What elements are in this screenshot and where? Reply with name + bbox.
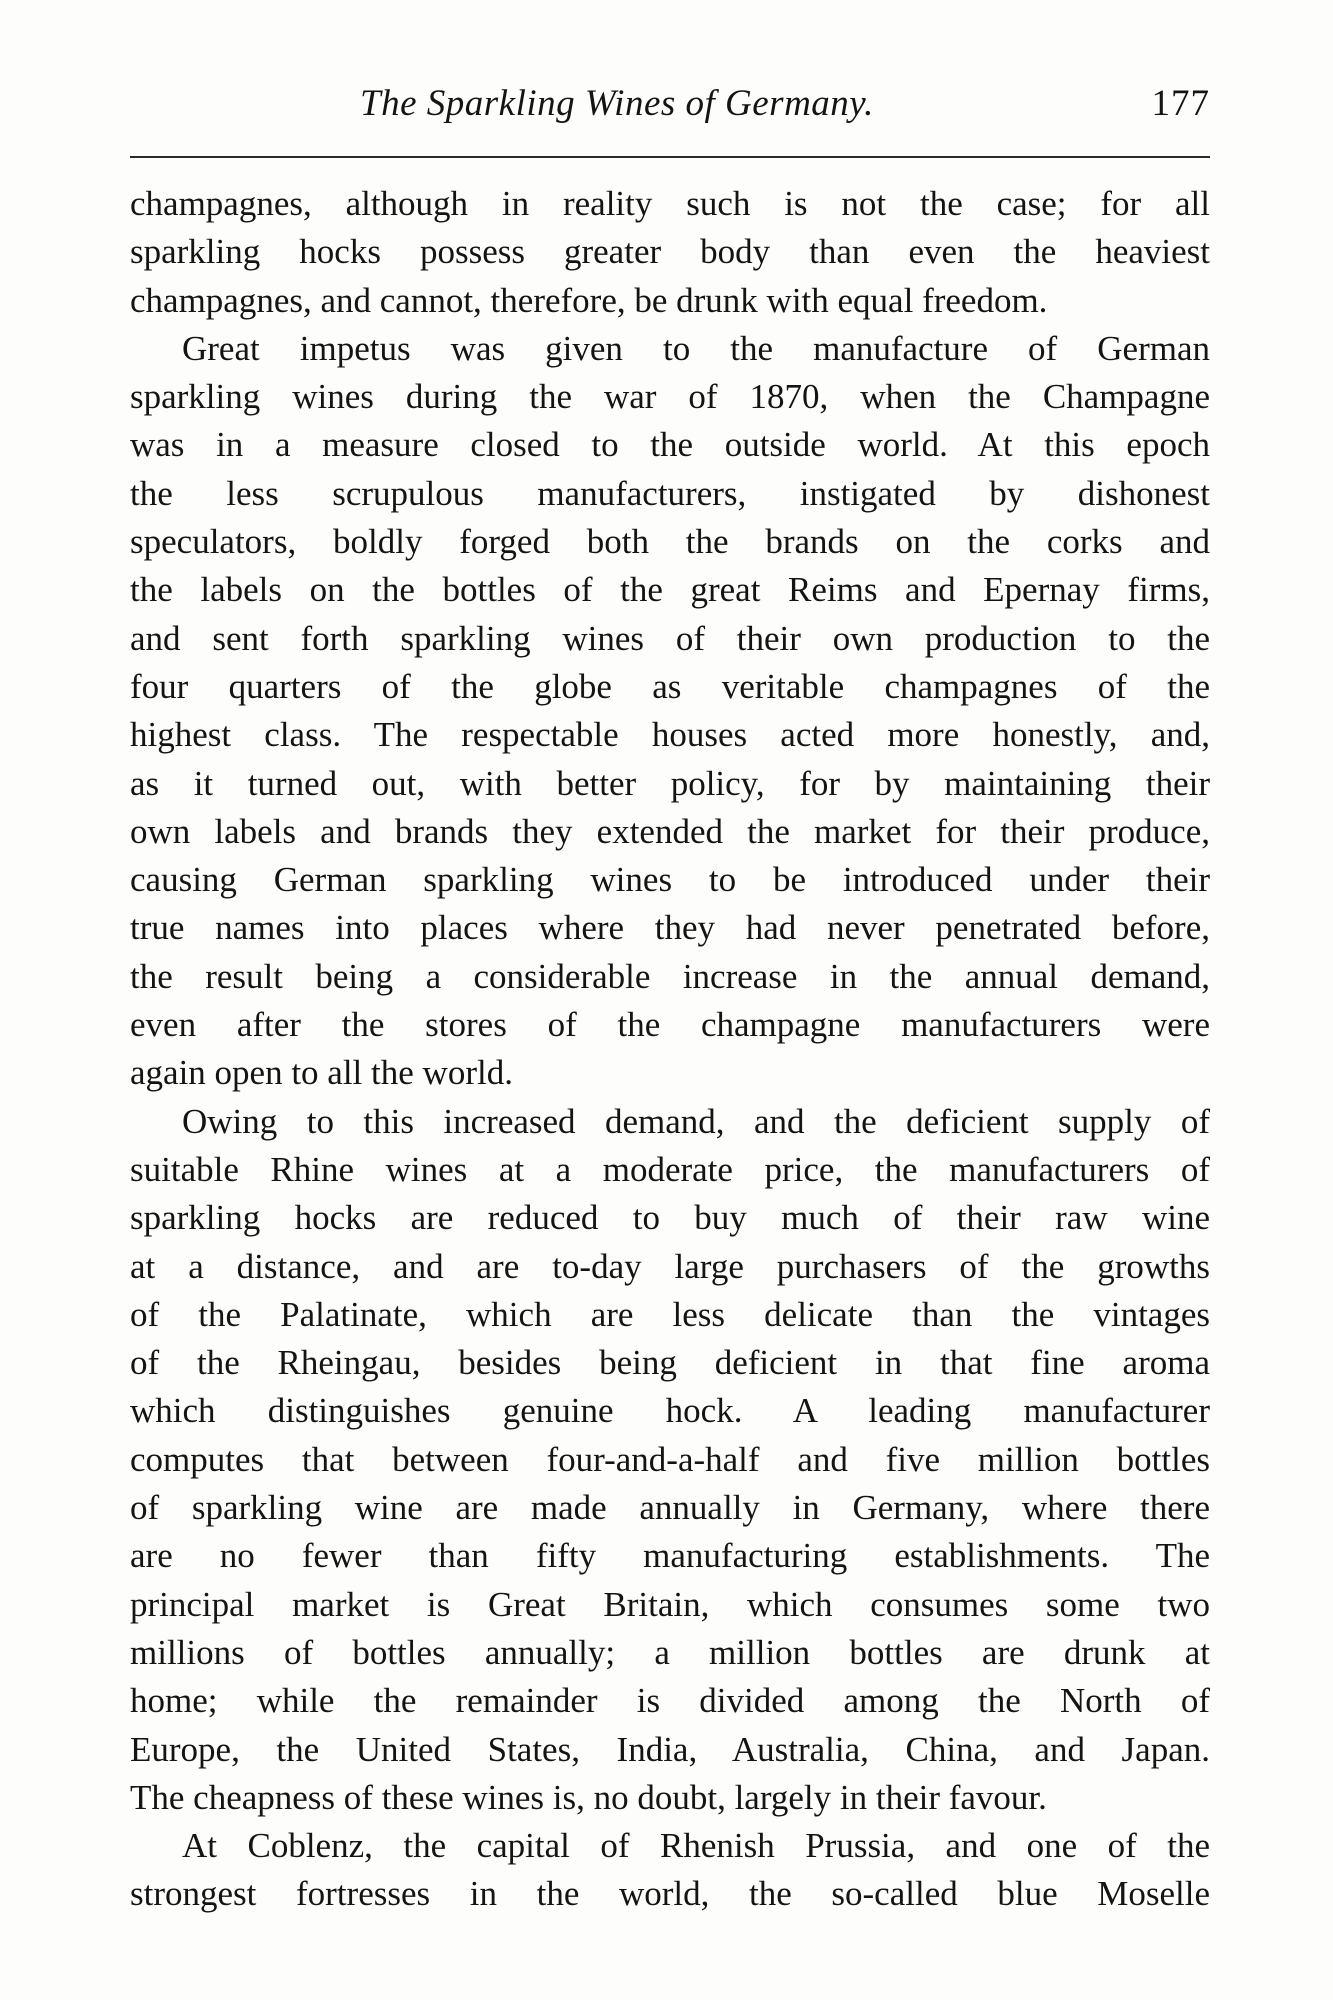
text-line: are no fewer than fifty manufacturing establishments. The [130,1536,1210,1576]
text-line: own labels and brands they extended the market for their produce, [130,811,1210,851]
text-line: Europe, the United States, India, Australia, China, and Japan. [130,1729,1210,1769]
header-rule [130,156,1210,158]
text-line: sparkling hocks are reduced to buy much of their raw wine [130,1198,1210,1238]
text-line: computes that between four-and-a-half and five million bottles [130,1439,1210,1479]
text-line: champagnes, although in reality such is not the case; for all [130,184,1210,223]
text-line: of sparkling wine are made annually in Germany, where there [130,1488,1210,1528]
running-title: The Sparkling Wines of Germany. [360,83,874,124]
text-line: which distinguishes genuine hock. A leading manufacturer [130,1391,1210,1431]
text-line: The cheapness of these wines is, no doubt, largely in their favour. [130,1777,1047,1817]
text-line: speculators, boldly forged both the brands on the corks and [130,522,1210,562]
text-line: the labels on the bottles of the great Reims and Epernay firms, [130,570,1210,610]
body-text [130,180,1210,1919]
text-line: and sent forth sparkling wines of their own production to the [130,618,1210,658]
paragraph-start-line: At Coblenz, the capital of Rhenish Prussia, and one of the [182,1826,1210,1866]
text-line: suitable Rhine wines at a moderate price, the manufacturers of [130,1149,1210,1189]
text-line: highest class. The respectable houses acted more honestly, and, [130,715,1210,755]
text-line: four quarters of the globe as veritable champagnes of the [130,666,1210,706]
text-line: as it turned out, with better policy, for by maintaining their [130,763,1210,803]
text-line: at a distance, and are to-day large purchasers of the growths [130,1246,1210,1286]
text-line: of the Rheingau, besides being deficient in that fine aroma [130,1343,1210,1383]
text-line: home; while the remainder is divided among the North of [130,1681,1210,1721]
text-line: the less scrupulous manufacturers, instigated by dishonest [130,473,1210,513]
text-line: true names into places where they had never penetrated before, [130,908,1210,948]
page-header [130,82,1210,138]
text-line: millions of bottles annually; a million bottles are drunk at [130,1632,1210,1672]
text-line: principal market is Great Britain, which consumes some two [130,1584,1210,1624]
paragraph-start-line: Owing to this increased demand, and the deficient supply of [182,1101,1210,1141]
page-number: 177 [1151,83,1210,124]
text-line: sparkling hocks possess greater body than even the heaviest [130,232,1210,272]
text-line: the result being a considerable increase in the annual demand, [130,956,1210,996]
text-line: was in a measure closed to the outside world. At this epoch [130,425,1210,465]
text-line: even after the stores of the champagne manufacturers were [130,1005,1210,1045]
text-line: strongest fortresses in the world, the so-called blue Moselle [130,1874,1210,1914]
text-line: sparkling wines during the war of 1870, when the Champagne [130,377,1210,417]
text-line: champagnes, and cannot, therefore, be drunk with equal freedom. [130,280,1048,320]
text-line: causing German sparkling wines to be introduced under their [130,860,1210,900]
paragraph-start-line: Great impetus was given to the manufacture of German [182,328,1210,368]
text-line: of the Palatinate, which are less delicate than the vintages [130,1294,1210,1334]
text-line: again open to all the world. [130,1053,513,1093]
